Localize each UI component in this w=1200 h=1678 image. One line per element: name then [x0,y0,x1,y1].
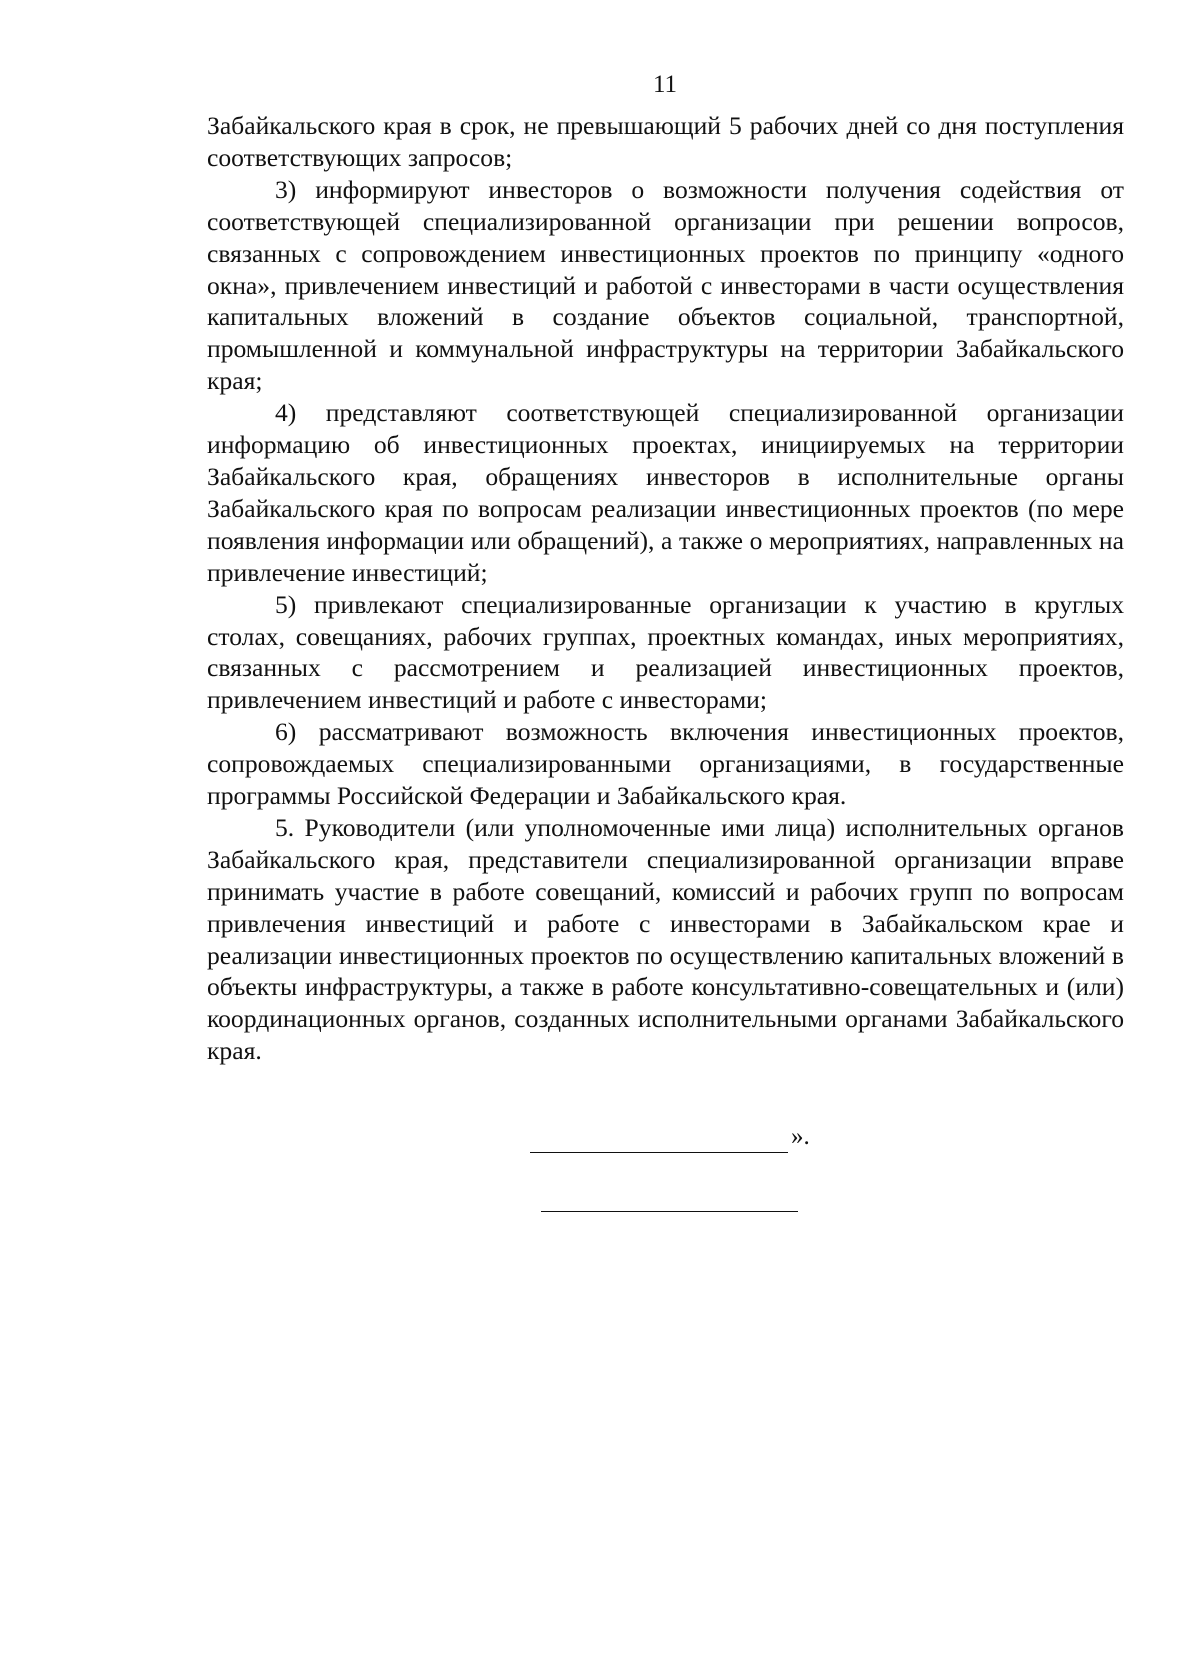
closing-quote-mark: ». [791,1123,810,1150]
paragraph-clause-5: 5. Руководители (или уполномоченные ими лица) исполнительных органов Забайкальского края, представители специализированной организации вправе принимать участие в работе совещаний, комиссий и рабочих групп по вопросам привлечения инвестиций и работе с инвесторами в Забайкальском крае и реализации инвестиционных проектов по осуществлению капитальных вложений в объекты инфраструктуры, а также в работе консультативно-совещательных и (или) координационных органов, созданных исполнительными органами Забайкальского края. [207,812,1124,1066]
page-number: 11 [652,71,678,98]
document-body [207,110,1124,1067]
closing-underline [530,1122,788,1153]
document-end-rule [541,1211,798,1212]
paragraph-item-5: 5) привлекают специализированные организации к участию в круглых столах, совещаниях, рабочих группах, проектных командах, иных мероприятиях, связанных с рассмотрением и реализацией инвестиционных проектов, привлечением инвестиций и работе с инвесторами; [207,589,1124,715]
paragraph-continuation: Забайкальского края в срок, не превышающий 5 рабочих дней со дня поступления соответствующих запросов; [207,111,1124,172]
paragraph-item-4: 4) представляют соответствующей специализированной организации информацию об инвестиционных проектах, инициируемых на территории Забайкальского края, обращениях инвесторов в исполнительные органы Забайкальского края по вопросам реализации инвестиционных проектов (по мере появления информации или обращений), а также о мероприятиях, направленных на привлечение инвестиций; [207,398,1124,587]
paragraph-item-6: 6) рассматривают возможность включения инвестиционных проектов, сопровождаемых специализированными организациями, в государственные программы Российской Федерации и Забайкальского края. [207,717,1124,811]
paragraph-item-3: 3) информируют инвесторов о возможности получения содействия от соответствующей специализированной организации при решении вопросов, связанных с сопровождением инвестиционных проектов по принципу «одного окна», привлечением инвестиций и работой с инвесторами в части осуществления капитальных вложений в создание объектов социальной, транспортной, промышленной и коммунальной инфраструктуры на территории Забайкальского края; [207,174,1124,396]
closing-quote-block [530,1122,810,1153]
